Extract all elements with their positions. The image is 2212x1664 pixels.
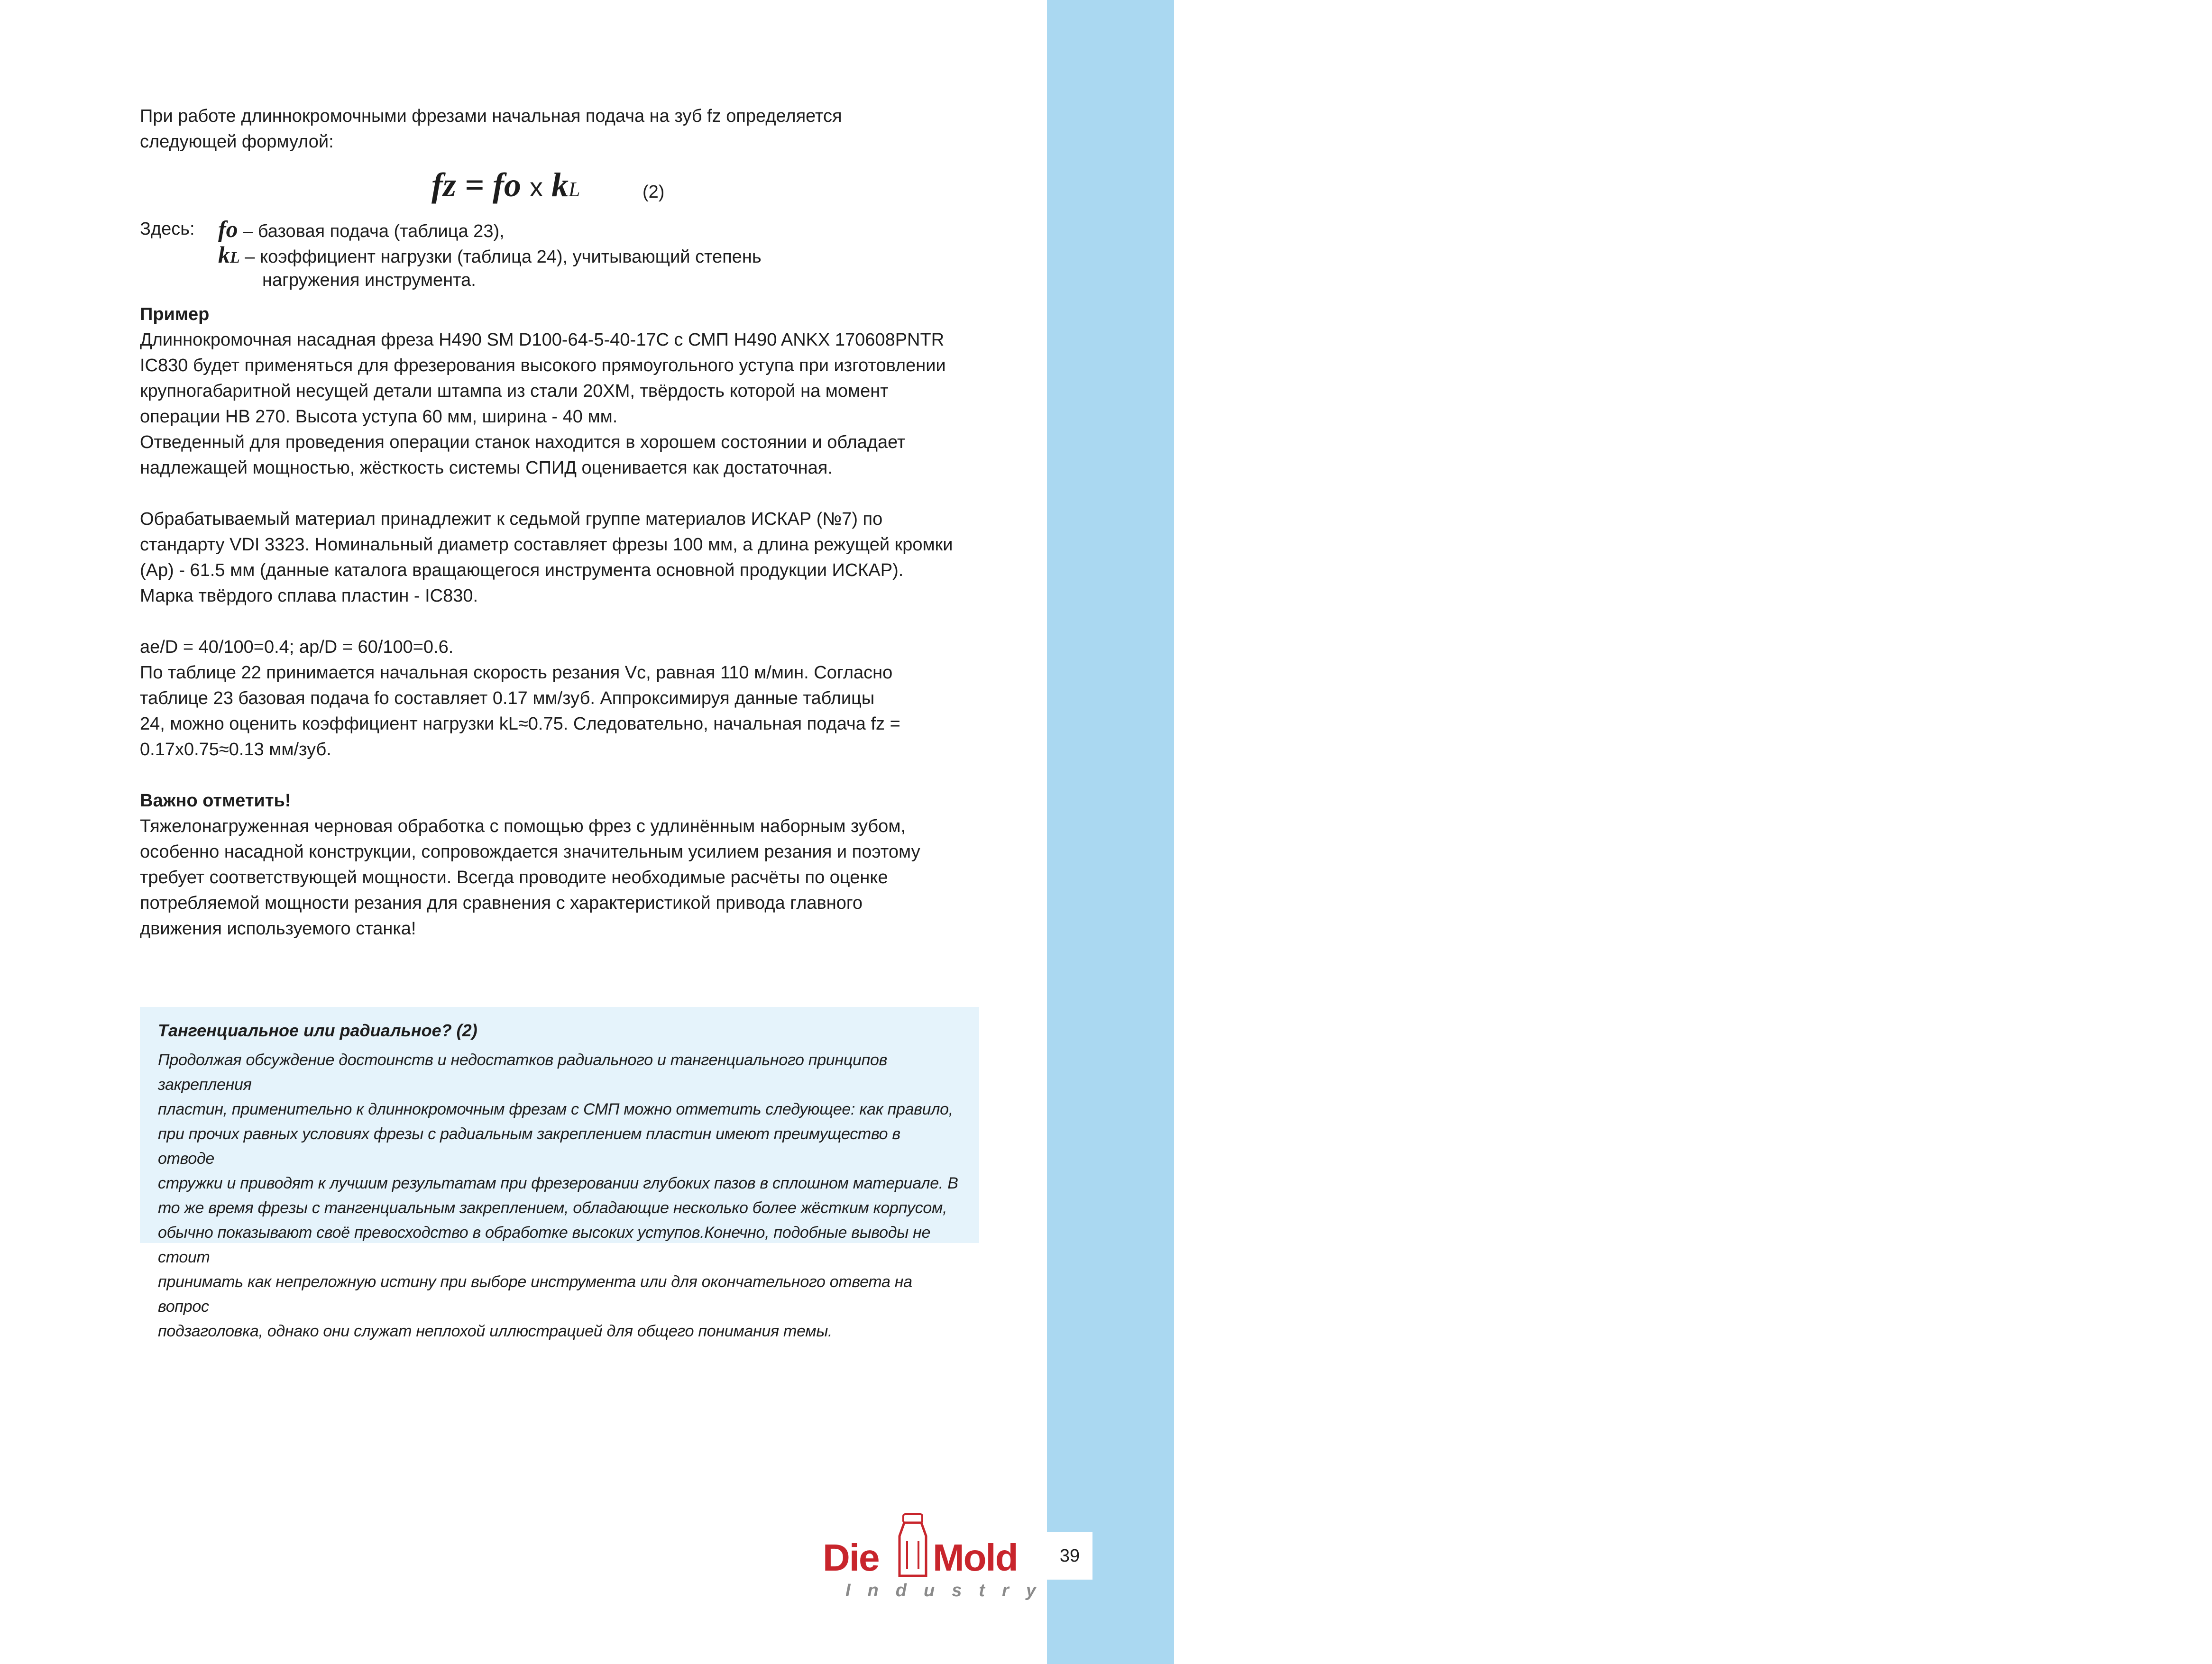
- text-line: принимать как непреложную истину при выборе инструмента или для окончательного ответа на вопрос: [158, 1273, 912, 1316]
- formula-row: [140, 155, 984, 213]
- text-line: стандарту VDI 3323. Номинальный диаметр составляет фрезы 100 мм, а длина режущей кромки: [140, 535, 953, 555]
- intro-line: следующей формулой:: [140, 132, 334, 152]
- page-number: 39: [1047, 1532, 1092, 1580]
- main-content: [140, 103, 984, 942]
- logo-mold-text: Mold: [933, 1536, 1018, 1579]
- formula-term-k-sub: L: [569, 178, 580, 201]
- formula-times: x: [530, 172, 543, 202]
- bottle-emblem-icon: [894, 1512, 932, 1579]
- intro-line: При работе длиннокромочными фрезами начальная подача на зуб fz определяется: [140, 106, 842, 126]
- text-line: Отведенный для проведения операции станок находится в хорошем состоянии и обладает: [140, 432, 906, 452]
- symbol-kl: kL: [218, 241, 240, 268]
- text-line: ae/D = 40/100=0.4; ap/D = 60/100=0.6.: [140, 637, 454, 657]
- definition-kl-continuation: нагружения инструмента.: [262, 270, 476, 290]
- text-line: особенно насадной конструкции, сопровождается значительным усилием резания и поэтому: [140, 842, 920, 862]
- text-line: обычно показывают своё превосходство в обработке высоких уступов.Конечно, подобные выводы не стоит: [158, 1224, 931, 1266]
- text-line: таблице 23 базовая подача fo составляет 0.17 мм/зуб. Аппроксимируя данные таблицы: [140, 688, 875, 708]
- text-line: По таблице 22 принимается начальная скорость резания Vc, равная 110 м/мин. Согласно: [140, 663, 893, 683]
- info-callout: [140, 1007, 979, 1340]
- text-line: Обрабатываемый материал принадлежит к седьмой группе материалов ИСКАР (№7) по: [140, 509, 883, 529]
- definition-fo-text: – базовая подача (таблица 23),: [243, 221, 505, 241]
- section-title-vertical: Фрезы: [2104, 613, 2210, 942]
- callout-title: Тангенциальное или радиальное? (2): [158, 1021, 477, 1040]
- symbol-fo: fo: [218, 216, 238, 242]
- text-line: Продолжая обсуждение достоинств и недостатков радиального и тангенциального принципов закрепления: [158, 1051, 888, 1094]
- example-paragraph: [140, 327, 984, 481]
- text-line: то же время фрезы с тангенциальным закреплением, обладающие несколько более жёстким корпусом,: [158, 1199, 947, 1217]
- text-line: надлежащей мощностью, жёсткость системы СПИД оценивается как достаточная.: [140, 458, 833, 478]
- definition-kl: [218, 242, 762, 271]
- text-line: Тяжелонагруженная черновая обработка с помощью фрез с удлинённым наборным зубом,: [140, 816, 906, 836]
- material-paragraph: [140, 506, 984, 609]
- text-line: потребляемой мощности резания для сравнения с характеристикой привода главного: [140, 893, 863, 913]
- text-line: Марка твёрдого сплава пластин - IC830.: [140, 586, 478, 606]
- example-heading: Пример: [140, 304, 210, 324]
- formula-lhs: fz: [431, 166, 456, 204]
- text-line: 0.17x0.75≈0.13 мм/зуб.: [140, 740, 331, 759]
- formula: [431, 168, 580, 207]
- text-line: крупногабаритной несущей детали штампа из стали 20ХМ, твёрдость которой на момент: [140, 381, 889, 401]
- text-line: пластин, применительно к длиннокромочным фрезам с СМП можно отметить следующее: как правило,: [158, 1100, 953, 1118]
- logo-die-text: Die: [823, 1536, 879, 1579]
- formula-equals: =: [465, 166, 485, 204]
- text-line: при прочих равных условиях фрезы с радиальным закреплением пластин имеют преимущество в отводе: [158, 1125, 900, 1168]
- definitions: [140, 216, 984, 302]
- text-line: IC830 будет применяться для фрезерования высокого прямоугольного уступа при изготовлении: [140, 356, 946, 375]
- callout-body: [158, 1048, 961, 1344]
- definition-fo: [218, 216, 505, 244]
- diemold-logo: [823, 1508, 1053, 1602]
- important-paragraph: [140, 814, 984, 942]
- formula-number: (2): [642, 182, 665, 202]
- side-tab: [1047, 0, 2210, 1664]
- definition-kl-text: – коэффициент нагрузки (таблица 24), учитывающий степень: [245, 247, 762, 267]
- calculation-paragraph: [140, 634, 984, 762]
- logo-industry-text: Industry: [845, 1581, 1053, 1600]
- important-heading: Важно отметить!: [140, 791, 291, 811]
- formula-term-fo: fo: [493, 166, 522, 204]
- definitions-label: Здесь:: [140, 219, 195, 239]
- text-line: 24, можно оценить коэффициент нагрузки kL≈0.75. Следовательно, начальная подача fz =: [140, 714, 900, 734]
- text-line: (Ap) - 61.5 мм (данные каталога вращающегося инструмента основной продукции ИСКАР).: [140, 560, 904, 580]
- text-line: операции НВ 270. Высота уступа 60 мм, ширина - 40 мм.: [140, 407, 618, 427]
- text-line: требует соответствующей мощности. Всегда проводите необходимые расчёты по оценке: [140, 868, 888, 887]
- formula-term-k: k: [551, 166, 569, 204]
- text-line: подзаголовка, однако они служат неплохой иллюстрацией для общего понимания темы.: [158, 1322, 833, 1340]
- text-line: Длиннокромочная насадная фреза H490 SM D100-64-5-40-17C с СМП H490 ANKX 170608PNTR: [140, 330, 945, 350]
- text-line: стружки и приводят к лучшим результатам при фрезеровании глубоких пазов в сплошном материале. В: [158, 1174, 958, 1192]
- text-line: движения используемого станка!: [140, 919, 416, 939]
